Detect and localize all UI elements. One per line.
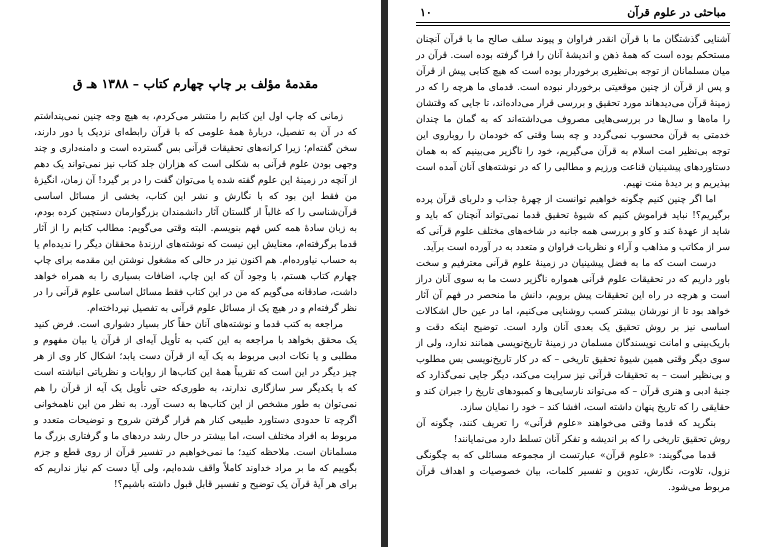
- body-paragraph: آشنایی گذشتگان ما با قرآن انقدر فراوان و پیوند سلف صالح ما با قرآن آنچنان مستحکم بوده است که همهٔ ذهن و اندیشهٔ آنان را فرا گرفته بوده است. قرآن در میان مسلمانان از توجه بی‌نظیری برخوردار بوده است که هیچ کتابی پیش از قرآن و پس از قرآن از چنین موقعیتی برخوردار نبوده است. قدمای ما هرچه را که در زمینهٔ قرآن می‌دیدهاند مورد تحقیق و بررسی قرار می‌داده‌اند، تا جایی که وقتشان را ماه‌ها و سال‌ها در بررسی‌هایی مصروف می‌داشته‌اند که به گمان ما چندان خدمتی به قرآن محسوب نمی‌گردد و چه بسا وقتی که خودمان را روباروی این توجه بی‌نظیر امت اسلام به قرآن می‌گیریم، خود را ناگزیر می‌بینیم که به همان دستاوردهای پیشینیان قناعت ورزیم و مطالبی را که در نوشته‌های آنان آمده است بپذیریم و بر دیدهٔ منت نهیم.: [416, 33, 730, 189]
- page-number: ۱۰: [420, 6, 432, 19]
- header-rule: [416, 22, 730, 26]
- running-header: [416, 6, 730, 22]
- body-paragraph: زمانی که چاپ اول این کتابم را منتشر می‌کردم، به هیچ وجه چنین نمی‌پنداشتم که در آن به تفصیل، دربارهٔ همهٔ علومی که با قرآن رابطه‌ای نزدیک یا دور دارند، سخن گفته‌ام؛ زیرا کرانه‌های تحقیقات قرآنی بس گسترده است و دامنه‌داری و چند وجهی بودن علوم قرآنی به شکلی است که هزاران جلد کتاب نیز نمی‌تواند یک دهم از آنچه در زمینهٔ این علوم گفته شده یا می‌توان گفت را در بر گیرد! آن زمان، انگیزهٔ من فقط این بود که با نگارش و نشر این کتاب، بخشی از مسائل اساسی قرآن‌شناسی را که غالباً از گلستان آثار دانشمندان بزرگوارمان دستچین کرده بودم، به زبان سادهٔ همه کس فهم بنویسم. البته وقتی می‌گویم: مطالب کتابم را از آثار قدما برگرفته‌ام، معنایش این نیست که نوشته‌های ارزندهٔ محققان دیگر را ندیده‌ام یا به حساب نیاورده‌ام. هم اکنون نیز در حالی که مشغول نوشتن این مقدمه برای چاپ چهارم کتاب هستم، با وجود آن که این چاپ، اضافات بسیاری را به همراه خواهد داشت، صادقانه می‌گویم که من در این کتاب فقط مسائل اساسی علوم قرآنی را در نظر گرفته‌ام و در هیچ یک از مسائل علوم قرآنی به تفصیل نپرداخته‌ام.: [34, 111, 357, 314]
- right-page: [388, 0, 768, 547]
- body-paragraph: اما اگر چنین کنیم چگونه خواهیم توانست از چهرهٔ جذاب و دلربای قرآن پرده برگیریم؟! نباید فراموش کنیم که شیوهٔ تحقیق قدما نمی‌تواند آنچنان که باید و شاید از عهدهٔ کند و کاو و بررسی همه جانبه در شاخه‌های مختلف علوم قرآنی که سر از مکاتب و مذاهب و آراء و نظریات فراوان و متعدد به در آورده است برآید.: [416, 193, 730, 253]
- body-paragraph: قدما می‌گویند: «علوم قرآن» عبارتست از مجموعه مسائلی که به چگونگی نزول، تلاوت، نگارش، تدوین و تفسیر کلمات، بیان خصوصیات و اهداف قرآن مربوط می‌شود.: [416, 449, 730, 493]
- body-paragraph: درست است که ما به فضل پیشینیان در زمینهٔ علوم قرآنی معترفیم و سخت باور داریم که در تحقیقات علوم قرآنی همواره ناگزیر دست ما به سوی آنان دراز است و هرچه در راه این تحقیقات پیش برویم، دانش ما منحصر در فهم آن آثار خواهد بود تا از نورشان بیشتر کسب روشنایی می‌کنیم، اما در عین حال اشکالات اساسی نیز بر روش تحقیق یک بعدی آنان وارد است. توضیح اینکه دقت و باریک‌بینی و امانت نویسندگان مسلمان در زمینهٔ تاریخ‌نویسی همانند ندارد، ولی از سوی دیگر وقتی همین شیوهٔ تحقیق تاریخی – که در کار تاریخ‌نویسی بس مطلوب و بی‌نظیر است – به تحقیقات قرآنی نیز سرایت می‌کند، دیگر جایی نمی‌گذارد که جنبهٔ ادبی و هنری قرآن – که می‌تواند نارسایی‌ها و کمبودهای تاریخ را جبران کند و حقایقی را که تاریخ پنهان داشته است، افشا کند – خود را نمایان سازد.: [416, 257, 730, 413]
- left-page: [0, 0, 381, 547]
- running-header-title: مباحثی در علوم قرآن: [627, 6, 726, 19]
- body-paragraph: بنگرید که قدما وقتی می‌خواهند «علوم قرآنی» را تعریف کنند، چگونه آن روش تحقیق تاریخی را که بر اندیشه و تفکر آنان تسلط دارد می‌نمایانند!: [416, 417, 730, 445]
- body-paragraph: مراجعه به کتب قدما و نوشته‌های آنان حقاً کار بسیار دشواری است. فرض کنید یک محقق بخواهد با مراجعه به این کتب به تأویل آیه‌ای از قرآن یا بیان مفهوم و مطلبی و یا نکات ادبی مربوط به یک آیه از قرآن دست یابد؛ اشکال کار وی از هر چیز دیگر در این است که تقریباً همهٔ این کتاب‌ها از روایات و نظریاتی انباشته است که با یکدیگر سر سازگاری ندارند، به طوری‌که حتی تأویل یک آیه از قرآن را هم نمی‌توان به طور مشخص از این کتاب‌ها به دست آورد. به نظر من این ناهمخوانی اگرچه تا حدودی دستاورد طبیعی کنار هم قرار گرفتن شروح و توضیحات متعدد و مربوط به افراد مختلف است، اما بیشتر در حال رشد دردهای ما و گرفتاری بزرگ ما مسلمانان است. ملاحظه کنید؛ ما نمی‌خواهیم در تفسیر قرآن از روی قطع و جزم بگوییم که ما بر مراد خداوند کاملاً واقف شده‌ایم، ولی آیا دست کم نیاز نداریم که برای هر آیهٔ قرآن یک توضیح و تفسیر قابل قبول داشته باشیم؟!: [34, 319, 357, 490]
- preface-title: مقدمهٔ مؤلف بر چاپ چهارم کتاب – ۱۳۸۸ هـ ق: [72, 76, 319, 91]
- book-gutter: [381, 0, 388, 547]
